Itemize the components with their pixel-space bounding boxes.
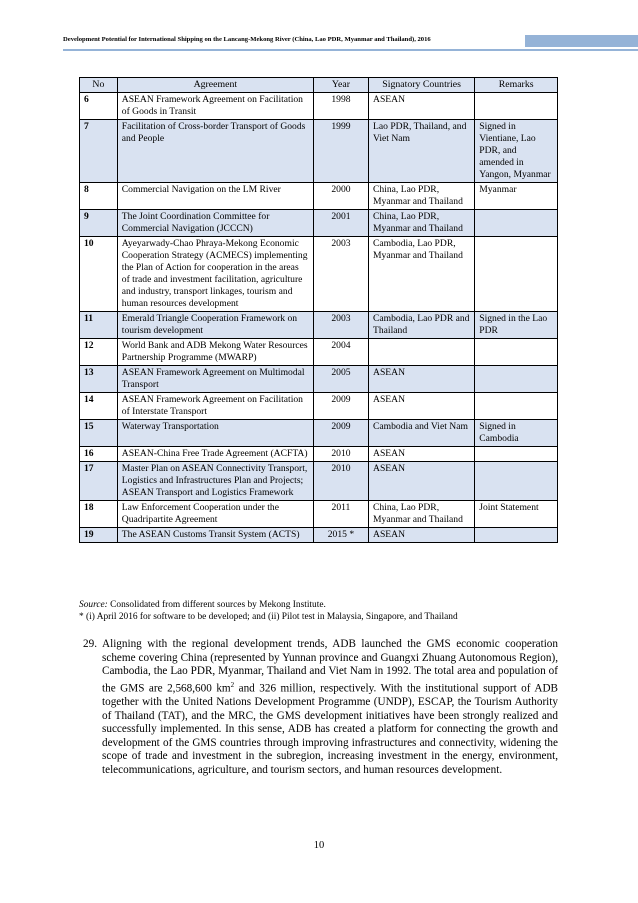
cell-remarks — [475, 462, 558, 501]
cell-signatories: ASEAN — [369, 528, 475, 543]
col-header-year: Year — [313, 78, 368, 93]
cell-agreement: World Bank and ADB Mekong Water Resources Partnership Programme (MWARP) — [117, 339, 313, 366]
table-footnote: * (i) April 2016 for software to be developed; and (ii) Pilot test in Malaysia, Singapore, and Thailand — [79, 612, 458, 622]
source-text: Consolidated from different sources by Mekong Institute. — [107, 600, 326, 610]
cell-no: 13 — [80, 366, 118, 393]
cell-remarks — [475, 393, 558, 420]
cell-no: 10 — [80, 237, 118, 312]
cell-remarks — [475, 447, 558, 462]
cell-year: 2011 — [313, 501, 368, 528]
cell-signatories — [369, 339, 475, 366]
cell-year: 2004 — [313, 339, 368, 366]
cell-agreement: Emerald Triangle Cooperation Framework on tourism development — [117, 312, 313, 339]
cell-no: 6 — [80, 93, 118, 120]
cell-agreement: Facilitation of Cross-border Transport of Goods and People — [117, 120, 313, 183]
cell-signatories: China, Lao PDR, Myanmar and Thailand — [369, 210, 475, 237]
cell-remarks — [475, 93, 558, 120]
cell-agreement: Commercial Navigation on the LM River — [117, 183, 313, 210]
cell-no: 14 — [80, 393, 118, 420]
table-row — [80, 93, 558, 120]
cell-year: 2005 — [313, 366, 368, 393]
cell-signatories: China, Lao PDR, Myanmar and Thailand — [369, 183, 475, 210]
cell-agreement: ASEAN Framework Agreement on Multimodal Transport — [117, 366, 313, 393]
cell-no: 19 — [80, 528, 118, 543]
cell-agreement: The ASEAN Customs Transit System (ACTS) — [117, 528, 313, 543]
cell-year: 2010 — [313, 447, 368, 462]
cell-signatories: ASEAN — [369, 393, 475, 420]
cell-no: 12 — [80, 339, 118, 366]
cell-agreement: ASEAN Framework Agreement on Facilitation of Goods in Transit — [117, 93, 313, 120]
table-source — [79, 599, 326, 611]
cell-no: 8 — [80, 183, 118, 210]
header-rule — [63, 49, 638, 51]
cell-no: 16 — [80, 447, 118, 462]
cell-year: 2000 — [313, 183, 368, 210]
paragraph-number: 29. — [83, 638, 97, 650]
cell-year: 2009 — [313, 420, 368, 447]
body-paragraph — [83, 638, 558, 778]
cell-no: 18 — [80, 501, 118, 528]
cell-remarks — [475, 210, 558, 237]
cell-remarks — [475, 339, 558, 366]
page-number: 10 — [313, 840, 325, 851]
cell-year: 2009 — [313, 393, 368, 420]
col-header-agreement: Agreement — [117, 78, 313, 93]
cell-remarks: Joint Statement — [475, 501, 558, 528]
cell-no: 17 — [80, 462, 118, 501]
cell-agreement: Master Plan on ASEAN Connectivity Transport, Logistics and Infrastructures Plan and Projects; ASEAN Transport and Logistics Framework — [117, 462, 313, 501]
cell-year: 1999 — [313, 120, 368, 183]
cell-agreement: Law Enforcement Cooperation under the Quadripartite Agreement — [117, 501, 313, 528]
cell-signatories: ASEAN — [369, 462, 475, 501]
cell-year: 1998 — [313, 93, 368, 120]
cell-signatories: ASEAN — [369, 366, 475, 393]
table-row — [80, 183, 558, 210]
table-row — [80, 237, 558, 312]
cell-signatories: Cambodia, Lao PDR, Myanmar and Thailand — [369, 237, 475, 312]
cell-signatories: ASEAN — [369, 93, 475, 120]
superscript: 2 — [230, 680, 235, 689]
table-row — [80, 120, 558, 183]
cell-signatories: Lao PDR, Thailand, and Viet Nam — [369, 120, 475, 183]
table-row — [80, 447, 558, 462]
cell-remarks: Myanmar — [475, 183, 558, 210]
cell-year: 2003 — [313, 312, 368, 339]
cell-remarks — [475, 528, 558, 543]
paragraph-text-2: and 326 million, respectively. With the institutional support of ADB together with the United Nations Development Programme (UNDP), ESCAP, the Tourism Authority of Thailand (TAT), and the MRC, the GMS development initiatives have been strongly realized and successfully implemented. In this sense, ADB has created a platform for connecting the growth and development of the GMS countries through improving infrastructures and connectivity, widening the scope of trade and investment in the subregion, increasing investment in the energy, environment, telecommunications, agriculture, and tourism sectors, and human resources development. — [102, 682, 558, 777]
cell-agreement: Ayeyarwady-Chao Phraya-Mekong Economic Cooperation Strategy (ACMECS) implementing the Plan of Action for cooperation in the areas of trade and investment facilitation, agriculture and industry, transport linkages, tourism and human resources development — [117, 237, 313, 312]
cell-remarks — [475, 366, 558, 393]
cell-agreement: ASEAN Framework Agreement on Facilitation of Interstate Transport — [117, 393, 313, 420]
cell-year: 2001 — [313, 210, 368, 237]
running-header: Development Potential for International Shipping on the Lancang-Mekong River (China, Lao PDR, Myanmar and Thailand), 2016 — [63, 36, 431, 43]
source-label: Source: — [79, 600, 108, 610]
cell-no: 15 — [80, 420, 118, 447]
cell-year: 2015 * — [313, 528, 368, 543]
table-row — [80, 528, 558, 543]
table-row — [80, 210, 558, 237]
table-row — [80, 339, 558, 366]
cell-signatories: China, Lao PDR, Myanmar and Thailand — [369, 501, 475, 528]
table-row — [80, 312, 558, 339]
table-row — [80, 420, 558, 447]
agreements-table — [79, 77, 558, 543]
cell-agreement: The Joint Coordination Committee for Commercial Navigation (JCCCN) — [117, 210, 313, 237]
cell-no: 11 — [80, 312, 118, 339]
paragraph-text-1: Aligning with the regional development trends, ADB launched the GMS economic cooperation scheme covering China (represented by Yunnan province and Guangxi Zhuang Autonomous Region), Cambodia, the Lao PDR, Myanmar, Thailand and Viet Nam in 1992. The total area and population of the GMS are 2,568,600 km — [102, 638, 558, 695]
col-header-remarks: Remarks — [475, 78, 558, 93]
cell-remarks: Signed in Cambodia — [475, 420, 558, 447]
cell-no: 9 — [80, 210, 118, 237]
cell-year: 2010 — [313, 462, 368, 501]
table-header-row — [80, 78, 558, 93]
cell-remarks: Signed in Vientiane, Lao PDR, and amended in Yangon, Myanmar — [475, 120, 558, 183]
cell-signatories: Cambodia and Viet Nam — [369, 420, 475, 447]
cell-remarks — [475, 237, 558, 312]
table-row — [80, 462, 558, 501]
cell-year: 2003 — [313, 237, 368, 312]
table-row — [80, 393, 558, 420]
cell-remarks: Signed in the Lao PDR — [475, 312, 558, 339]
col-header-signatories: Signatory Countries — [369, 78, 475, 93]
table-row — [80, 366, 558, 393]
col-header-no: No — [80, 78, 118, 93]
table-row — [80, 501, 558, 528]
cell-agreement: ASEAN-China Free Trade Agreement (ACFTA) — [117, 447, 313, 462]
header-accent-bar — [525, 35, 638, 47]
cell-signatories: ASEAN — [369, 447, 475, 462]
cell-signatories: Cambodia, Lao PDR and Thailand — [369, 312, 475, 339]
cell-no: 7 — [80, 120, 118, 183]
cell-agreement: Waterway Transportation — [117, 420, 313, 447]
